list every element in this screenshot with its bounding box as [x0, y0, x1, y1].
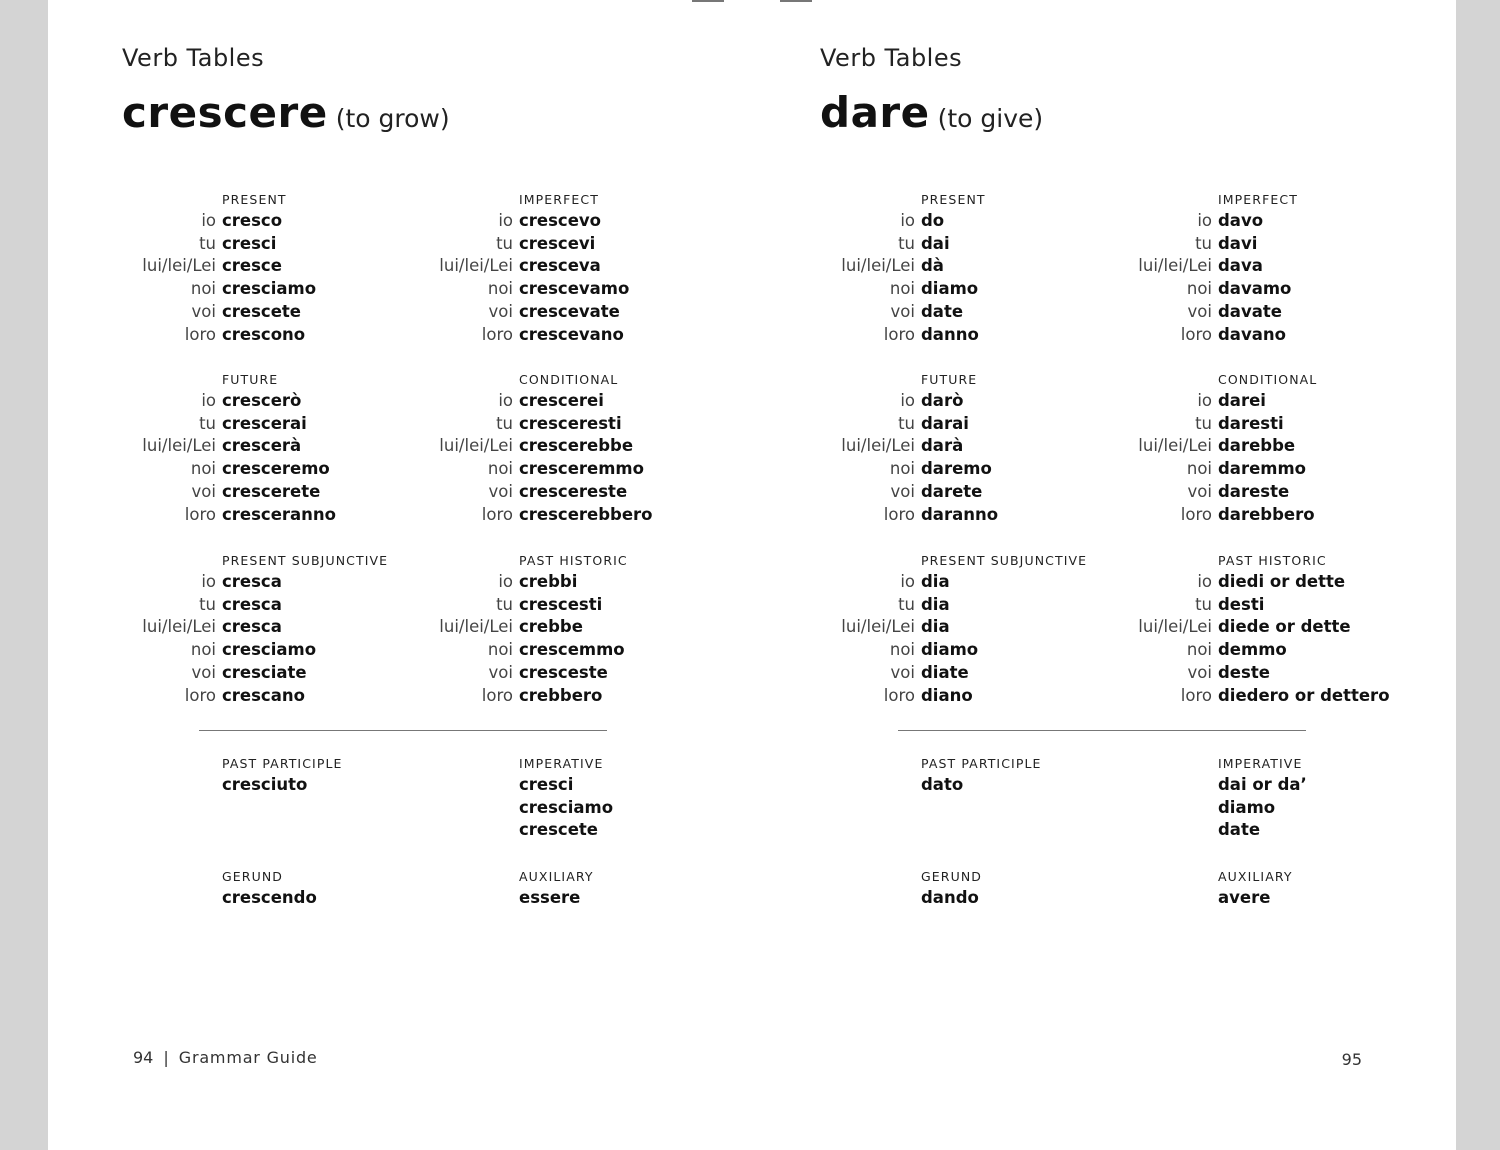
verb-form: crescerà	[222, 436, 302, 456]
verb-form: crebbero	[519, 685, 603, 705]
section-name: Grammar Guide	[178, 1048, 318, 1067]
verb-form: crescevano	[519, 324, 624, 344]
verb-form: danno	[921, 324, 979, 344]
pronoun: noi	[889, 279, 915, 299]
verb-form: crescerebbe	[519, 436, 634, 456]
verb-form: crescono	[222, 324, 306, 344]
tense-label: CONDITIONAL	[1218, 372, 1318, 387]
verb-form: crescevate	[519, 301, 620, 321]
verb-form: diamo	[921, 640, 979, 660]
pronoun: tu	[199, 233, 216, 253]
verb-form: cresceresti	[519, 413, 622, 433]
verb-infinitive: dare	[820, 88, 930, 137]
tense-label: FUTURE	[921, 372, 978, 387]
verb-title	[122, 88, 450, 137]
verb-form: darei	[1218, 391, 1266, 410]
verb-form: daremmo	[1218, 459, 1306, 479]
pronoun: voi	[890, 662, 915, 682]
verb-form: cresceste	[519, 662, 608, 682]
pronoun: tu	[898, 233, 915, 253]
verb-form: davamo	[1218, 279, 1292, 299]
verb-form: darebbe	[1218, 436, 1296, 456]
verb-form: cresca	[222, 594, 282, 614]
pronoun: io	[498, 391, 513, 410]
conjugation-row	[1118, 505, 1500, 528]
verb-form: cresceva	[519, 256, 601, 276]
right-page	[746, 0, 1446, 1150]
verb-form: cresci	[222, 233, 277, 253]
verb-form: darà	[921, 436, 964, 456]
conjugation-row	[1118, 482, 1500, 505]
verb-form: date	[1218, 820, 1261, 840]
verb-form: dato	[921, 775, 964, 794]
pronoun: tu	[1195, 233, 1212, 253]
tense-label: PAST HISTORIC	[1218, 553, 1327, 568]
pronoun: voi	[488, 301, 513, 321]
page-number: 95	[1341, 1050, 1362, 1069]
pronoun: noi	[487, 640, 513, 660]
pronoun: tu	[199, 594, 216, 614]
pronoun: lui/lei/Lei	[1138, 617, 1212, 637]
tense-label: PRESENT	[222, 192, 287, 207]
section-label: AUXILIARY	[519, 869, 594, 884]
verb-form: dia	[921, 572, 950, 591]
verb-form: dia	[921, 594, 950, 614]
pronoun: voi	[1187, 301, 1212, 321]
verb-form: davo	[1218, 211, 1264, 230]
tense-label: IMPERFECT	[519, 192, 599, 207]
verb-form: crescerebbero	[519, 504, 653, 524]
pronoun: loro	[481, 504, 513, 524]
pronoun: noi	[190, 640, 216, 660]
pronoun: io	[900, 391, 915, 410]
verb-form: cresci	[519, 775, 574, 794]
pronoun: voi	[488, 481, 513, 501]
pronoun: voi	[191, 481, 216, 501]
verb-form: avere	[1218, 888, 1271, 907]
verb-infinitive: crescere	[122, 88, 328, 137]
section-label: IMPERATIVE	[1218, 756, 1303, 771]
verb-form: darete	[921, 481, 983, 501]
verb-form: crescerete	[222, 481, 321, 501]
pronoun: loro	[1180, 504, 1212, 524]
pronoun: tu	[898, 594, 915, 614]
pronoun: loro	[1180, 324, 1212, 344]
verb-form: crescesti	[519, 594, 603, 614]
pronoun: tu	[898, 413, 915, 433]
verb-form: cresce	[222, 256, 282, 276]
tense-label: PRESENT SUBJUNCTIVE	[921, 553, 1088, 568]
verb-form: davano	[1218, 324, 1286, 344]
left-page	[48, 0, 748, 1150]
verb-form: crescevo	[519, 211, 601, 230]
verb-form: diano	[921, 685, 973, 705]
pronoun: lui/lei/Lei	[439, 436, 513, 456]
verb-form: dai	[921, 233, 950, 253]
conjugation-row	[1118, 595, 1500, 618]
verb-form: crebbe	[519, 617, 583, 637]
verb-form: dà	[921, 256, 944, 276]
pronoun: lui/lei/Lei	[841, 617, 915, 637]
pronoun: voi	[890, 481, 915, 501]
pronoun: voi	[890, 301, 915, 321]
tense-label: FUTURE	[222, 372, 279, 387]
verb-form: deste	[1218, 662, 1270, 682]
conjugation-row	[1118, 256, 1500, 279]
section-label: IMPERATIVE	[519, 756, 604, 771]
pronoun: tu	[1195, 594, 1212, 614]
pronoun: io	[498, 211, 513, 230]
verb-title	[820, 88, 1043, 137]
pronoun: loro	[1180, 685, 1212, 705]
verb-form: desti	[1218, 594, 1265, 614]
verb-form: essere	[519, 888, 581, 907]
verb-form: crescendo	[222, 888, 317, 907]
pronoun: lui/lei/Lei	[841, 436, 915, 456]
pronoun: io	[1197, 211, 1212, 230]
conjugation-row	[1118, 436, 1500, 459]
pronoun: tu	[199, 413, 216, 433]
verb-form: cresca	[222, 617, 282, 637]
verb-form: crescevamo	[519, 279, 630, 299]
verb-form: cresciamo	[222, 640, 317, 660]
pronoun: lui/lei/Lei	[841, 256, 915, 276]
pronoun: loro	[184, 504, 216, 524]
pronoun: lui/lei/Lei	[142, 436, 216, 456]
section-label: PAST PARTICIPLE	[921, 756, 1042, 771]
verb-form: cresciamo	[519, 797, 614, 817]
verb-form: dia	[921, 617, 950, 637]
verb-form: crescerai	[222, 413, 307, 433]
verb-gloss: (to grow)	[335, 104, 450, 133]
conjugation-row	[1118, 686, 1500, 709]
conjugation-row	[1118, 391, 1500, 414]
verb-form: darò	[921, 391, 964, 410]
pronoun: loro	[883, 685, 915, 705]
divider-rule	[199, 730, 607, 731]
section-label: GERUND	[222, 869, 283, 884]
verb-form: crescemmo	[519, 640, 625, 660]
verb-form: cresceremmo	[519, 459, 644, 479]
pronoun: noi	[487, 459, 513, 479]
verb-form: crescereste	[519, 481, 628, 501]
tense-label: PRESENT SUBJUNCTIVE	[222, 553, 389, 568]
verb-form: cresciamo	[222, 279, 317, 299]
pronoun: noi	[190, 279, 216, 299]
verb-form: dando	[921, 888, 979, 907]
verb-form: diamo	[1218, 797, 1276, 817]
pronoun: noi	[1186, 279, 1212, 299]
pronoun: voi	[191, 301, 216, 321]
conjugation-row	[1118, 572, 1500, 595]
verb-form: cresciuto	[222, 775, 308, 794]
section-label: GERUND	[921, 869, 982, 884]
verb-form: diedero or dettero	[1218, 685, 1390, 705]
verb-form: dareste	[1218, 481, 1290, 501]
verb-form: diede or dette	[1218, 617, 1351, 637]
verb-form: date	[921, 301, 964, 321]
conjugation-row	[1118, 617, 1500, 640]
verb-form: cresco	[222, 211, 283, 230]
verb-form: daranno	[921, 504, 999, 524]
pronoun: lui/lei/Lei	[439, 617, 513, 637]
conjugation-row	[1118, 302, 1500, 325]
verb-form: cresciate	[222, 662, 307, 682]
verb-form: do	[921, 211, 945, 230]
pronoun: loro	[184, 685, 216, 705]
pronoun: noi	[190, 459, 216, 479]
verb-form: crescete	[222, 301, 301, 321]
conjugation-row	[1118, 279, 1500, 302]
divider-rule	[898, 730, 1306, 731]
conjugation-row	[1118, 640, 1500, 663]
pronoun: loro	[184, 324, 216, 344]
conjugation-row	[1118, 325, 1500, 348]
pronoun: io	[900, 211, 915, 230]
pronoun: lui/lei/Lei	[142, 256, 216, 276]
pronoun: lui/lei/Lei	[439, 256, 513, 276]
footer	[133, 1048, 318, 1067]
pronoun: io	[1197, 391, 1212, 410]
verb-form: demmo	[1218, 640, 1287, 660]
pronoun: lui/lei/Lei	[1138, 436, 1212, 456]
verb-form: diedi or dette	[1218, 572, 1346, 591]
pronoun: tu	[496, 233, 513, 253]
pronoun: loro	[481, 685, 513, 705]
pronoun: noi	[1186, 640, 1212, 660]
pronoun: loro	[481, 324, 513, 344]
pronoun: loro	[883, 504, 915, 524]
pronoun: io	[1197, 572, 1212, 591]
footer-separator: |	[163, 1048, 169, 1067]
verb-form: crescerei	[519, 391, 604, 410]
verb-form: diate	[921, 662, 969, 682]
pronoun: io	[900, 572, 915, 591]
pronoun: voi	[488, 662, 513, 682]
verb-form: cresca	[222, 572, 282, 591]
verb-form: dava	[1218, 256, 1263, 276]
pronoun: io	[201, 211, 216, 230]
verb-gloss: (to give)	[937, 104, 1044, 133]
verb-form: daremo	[921, 459, 992, 479]
verb-form: crebbi	[519, 572, 578, 591]
page-number: 94	[133, 1048, 154, 1067]
verb-form: crescete	[519, 820, 598, 840]
conjugation-row	[1118, 459, 1500, 482]
running-header: Verb Tables	[820, 44, 963, 72]
verb-form: davi	[1218, 233, 1258, 253]
pronoun: tu	[1195, 413, 1212, 433]
verb-form: cresceranno	[222, 504, 337, 524]
verb-form: daresti	[1218, 413, 1284, 433]
verb-form: crescano	[222, 685, 305, 705]
pronoun: voi	[1187, 481, 1212, 501]
verb-form: crescerò	[222, 391, 302, 410]
book-spread	[48, 0, 1456, 1150]
pronoun: loro	[883, 324, 915, 344]
pronoun: lui/lei/Lei	[1138, 256, 1212, 276]
pronoun: io	[201, 572, 216, 591]
pronoun: tu	[496, 594, 513, 614]
pronoun: noi	[889, 640, 915, 660]
verb-form: diamo	[921, 279, 979, 299]
verb-form: darai	[921, 413, 969, 433]
pronoun: lui/lei/Lei	[142, 617, 216, 637]
verb-form: darebbero	[1218, 504, 1315, 524]
pronoun: noi	[889, 459, 915, 479]
pronoun: noi	[487, 279, 513, 299]
pronoun: io	[201, 391, 216, 410]
pronoun: voi	[1187, 662, 1212, 682]
verb-form: cresceremo	[222, 459, 330, 479]
conjugation-row	[1118, 211, 1500, 234]
verb-form: davate	[1218, 301, 1282, 321]
running-header: Verb Tables	[122, 44, 265, 72]
conjugation-row	[1118, 663, 1500, 686]
section-label: AUXILIARY	[1218, 869, 1293, 884]
tense-label: PAST HISTORIC	[519, 553, 628, 568]
tense-label: CONDITIONAL	[519, 372, 619, 387]
tense-label: IMPERFECT	[1218, 192, 1298, 207]
pronoun: noi	[1186, 459, 1212, 479]
conjugation-row	[1118, 234, 1500, 257]
pronoun: voi	[191, 662, 216, 682]
verb-form: crescevi	[519, 233, 596, 253]
conjugation-row	[1118, 414, 1500, 437]
tense-label: PRESENT	[921, 192, 986, 207]
pronoun: io	[498, 572, 513, 591]
pronoun: tu	[496, 413, 513, 433]
verb-form: dai or da’	[1218, 775, 1307, 794]
section-label: PAST PARTICIPLE	[222, 756, 343, 771]
